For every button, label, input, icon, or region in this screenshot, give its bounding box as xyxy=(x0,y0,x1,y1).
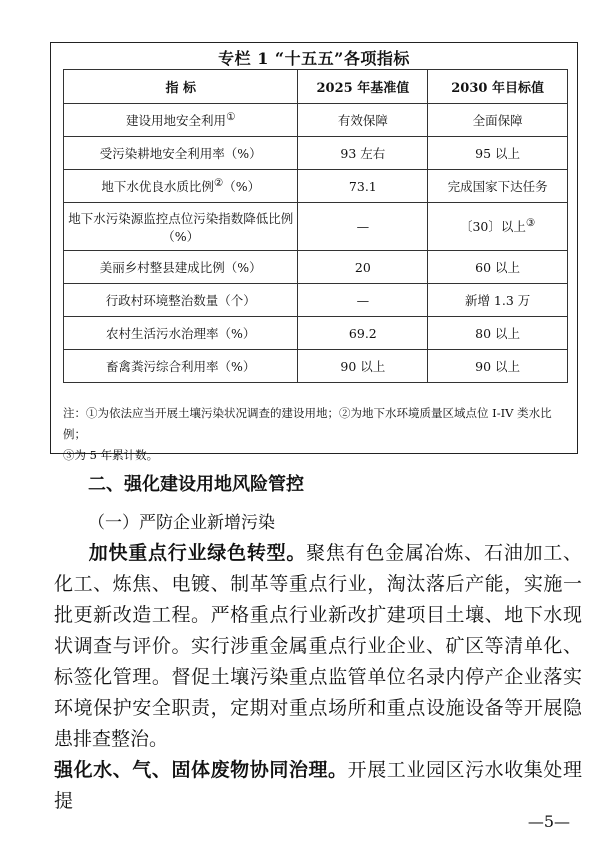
body-text xyxy=(54,538,582,817)
indicator-name: 受污染耕地安全利用率（%） xyxy=(64,137,298,170)
footnote-marker: ② xyxy=(213,176,224,189)
footnote-line: ③为 5 年累计数。 xyxy=(63,448,159,462)
target-value: 80 以上 xyxy=(428,317,568,350)
table-row xyxy=(64,203,568,251)
indicator-name: 地下水污染源监控点位污染指数降低比例（%） xyxy=(64,203,298,251)
header-indicator: 指 标 xyxy=(64,70,298,104)
baseline-value: 69.2 xyxy=(298,317,428,350)
header-2025-baseline: 2025 年基准值 xyxy=(298,70,428,104)
table-row xyxy=(64,104,568,137)
table-row xyxy=(64,137,568,170)
footnote-marker: ③ xyxy=(525,217,536,230)
target-value: 90 以上 xyxy=(428,350,568,383)
section-heading: 二、强化建设用地风险管控 xyxy=(88,474,304,495)
table-row xyxy=(64,317,568,350)
table-row xyxy=(64,170,568,203)
baseline-value: — xyxy=(298,284,428,317)
paragraph-text: 聚焦有色金属冶炼、石油加工、化工、炼焦、电镀、制革等重点行业，淘汰落后产能，实施一批更新改造工程。严格重点行业新改扩建项目土壤、地下水现状调查与评价。实行涉重金属重点行业企业、矿区等清单化、标签化管理。督促土壤污染重点监管单位名录内停产企业落实环境保护安全职责，定期对重点场所和重点设施设备等开展隐患排查整治。 xyxy=(54,542,582,750)
baseline-value: 93 左右 xyxy=(298,137,428,170)
target-value: 完成国家下达任务 xyxy=(428,170,568,203)
footnote-line: 注：①为依法应当开展土壤污染状况调查的建设用地；②为地下水环境质量区域点位 I-IV 类水比例； xyxy=(63,406,552,441)
indicator-table xyxy=(63,69,568,383)
target-value: 〔30〕以上③ xyxy=(428,203,568,251)
indicator-box xyxy=(50,42,578,462)
target-value: 60 以上 xyxy=(428,251,568,284)
paragraph-text: 开展工业园区污水收集处理提 xyxy=(54,759,582,812)
table-row xyxy=(64,350,568,383)
indicator-name: 行政村环境整治数量（个） xyxy=(64,284,298,317)
baseline-value: 20 xyxy=(298,251,428,284)
indicator-name: 美丽乡村整县建成比例（%） xyxy=(64,251,298,284)
header-2030-target: 2030 年目标值 xyxy=(428,70,568,104)
target-value: 全面保障 xyxy=(428,104,568,137)
indicator-name: 建设用地安全利用① xyxy=(64,104,298,137)
paragraph-lead: 加快重点行业绿色转型。 xyxy=(88,542,307,564)
table-row xyxy=(64,284,568,317)
page-number: —5— xyxy=(527,812,570,831)
paragraph-lead: 强化水、气、固体废物协同治理。 xyxy=(54,759,348,781)
baseline-value: 90 以上 xyxy=(298,350,428,383)
indicator-name: 畜禽粪污综合利用率（%） xyxy=(64,350,298,383)
baseline-value: 73.1 xyxy=(298,170,428,203)
box-title: 专栏 1 “十五五”各项指标 xyxy=(218,49,410,68)
table-footnote xyxy=(63,403,568,466)
indicator-name: 农村生活污水治理率（%） xyxy=(64,317,298,350)
indicator-name: 地下水优良水质比例②（%） xyxy=(64,170,298,203)
subsection-heading: （一）严防企业新增污染 xyxy=(88,513,275,533)
table-header-row xyxy=(64,70,568,104)
footnote-marker: ① xyxy=(226,110,236,123)
target-value: 95 以上 xyxy=(428,137,568,170)
table-row xyxy=(64,251,568,284)
target-value: 新增 1.3 万 xyxy=(428,284,568,317)
baseline-value: 有效保障 xyxy=(298,104,428,137)
baseline-value: — xyxy=(298,203,428,251)
